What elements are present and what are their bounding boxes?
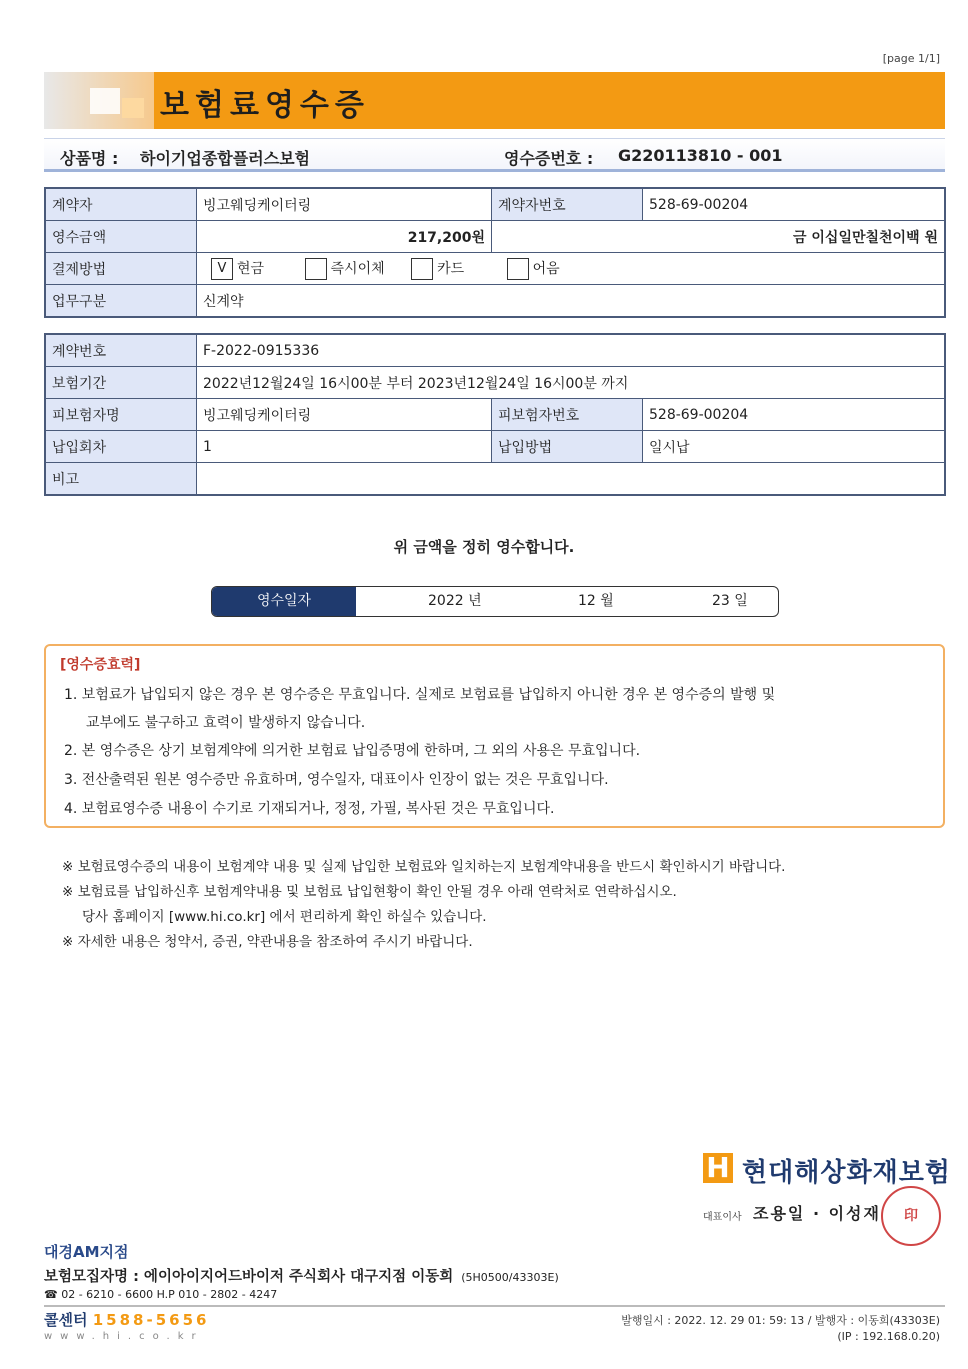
- business-type-value: 신계약: [197, 285, 946, 318]
- amount-label: 영수금액: [45, 221, 197, 253]
- amount-korean: 금 이십일만칠천이백 원: [492, 221, 946, 253]
- agent-code: (5H0500/43303E): [461, 1271, 559, 1284]
- product-label: 상품명 :: [60, 149, 119, 168]
- ip-info: (IP : 192.168.0.20): [837, 1330, 940, 1343]
- holder-no-label: 계약자번호: [492, 188, 643, 221]
- validity-line: 교부에도 불구하고 효력이 발생하지 않습니다.: [86, 715, 366, 731]
- validity-line: 1. 보험료가 납입되지 않은 경우 본 영수증은 무효입니다. 실제로 보험료를 납입하지 아니한 경우 본 영수증의 발행 및: [64, 687, 776, 703]
- payment-option-label: 카드: [437, 260, 465, 277]
- insured-value: 빙고웨딩케이터링: [197, 399, 492, 431]
- validity-line: 4. 보험료영수증 내용이 수기로 기재되거나, 정정, 가필, 복사된 것은 무효입니다.: [64, 801, 555, 817]
- agent-name: 보험모집자명 : 에이아이지어드바이저 주식회사 대구지점 이동희: [44, 1269, 454, 1285]
- payment-options: [197, 253, 946, 285]
- payment-label: 결제방법: [45, 253, 197, 285]
- payment-checkbox-cash: V: [211, 258, 233, 280]
- receipt-date-bar: [211, 586, 779, 617]
- amount-value: 217,200원: [197, 221, 492, 253]
- banner-square: [90, 88, 120, 114]
- ceo-label: 대표이사: [703, 1212, 742, 1223]
- period-value: 2022년12월24일 16시00분 부터 2023년12월24일 16시00분 까지: [197, 367, 946, 399]
- note-line: 당사 홈페이지 [www.hi.co.kr] 에서 편리하게 확인 하실수 있습니다.: [82, 909, 487, 925]
- payment-count-label: 납입회차: [45, 431, 197, 463]
- contract-table: [44, 187, 946, 318]
- branch-name: 대경AM지점: [44, 1243, 129, 1261]
- footer-divider: [44, 1305, 945, 1307]
- payment-checkbox-note: [507, 258, 529, 280]
- website: www.hi.co.kr: [44, 1331, 204, 1342]
- receipt-date-label: 영수일자: [212, 587, 356, 616]
- validity-title: [영수증효력]: [60, 657, 141, 673]
- page-title: 보험료영수증: [160, 88, 370, 123]
- policy-table: [44, 333, 946, 496]
- remark-value: [197, 463, 946, 496]
- company-name: 현대해상화재보험: [742, 1158, 951, 1188]
- holder-label: 계약자: [45, 188, 197, 221]
- receipt-year: 2022 년: [428, 593, 482, 609]
- payment-option-label: 어음: [532, 260, 560, 277]
- phone-numbers: ☎ 02 - 6210 - 6600 H.P 010 - 2802 - 4247: [44, 1288, 278, 1301]
- call-center-number: 1588-5656: [92, 1311, 210, 1329]
- policy-no-value: F-2022-0915336: [197, 334, 946, 367]
- receipt-no: G220113810 - 001: [618, 146, 783, 165]
- insured-no-value: 528-69-00204: [643, 399, 946, 431]
- receipt-day: 23 일: [712, 593, 748, 609]
- validity-line: 3. 전산출력된 원본 영수증만 유효하며, 영수일자, 대표이사 인장이 없는 것은 무효입니다.: [64, 772, 609, 788]
- payment-method-value: 일시납: [643, 431, 946, 463]
- receipt-month: 12 월: [578, 593, 614, 609]
- note-line: ※ 자세한 내용은 청약서, 증권, 약관내용을 참조하여 주시기 바랍니다.: [62, 934, 473, 950]
- remark-label: 비고: [45, 463, 197, 496]
- policy-no-label: 계약번호: [45, 334, 197, 367]
- agent-info: [44, 1265, 559, 1286]
- call-center-label: 콜센터: [44, 1311, 88, 1329]
- insured-label: 피보험자명: [45, 399, 197, 431]
- payment-method-label: 납입방법: [492, 431, 643, 463]
- validity-line: 2. 본 영수증은 상기 보험계약에 의거한 보험료 납입증명에 한하며, 그 외의 사용은 무효입니다.: [64, 743, 641, 759]
- banner-square: [122, 98, 144, 118]
- receipt-no-label: 영수증번호 :: [504, 149, 594, 168]
- period-label: 보험기간: [45, 367, 197, 399]
- payment-option-label: 현금: [237, 260, 265, 277]
- insured-no-label: 피보험자번호: [492, 399, 643, 431]
- ceo-names: 조용일 · 이성재: [753, 1204, 881, 1223]
- holder-no-value: 528-69-00204: [643, 188, 946, 221]
- holder-value: 빙고웨딩케이터링: [197, 188, 492, 221]
- business-type-label: 업무구분: [45, 285, 197, 318]
- note-line: ※ 보험료영수증의 내용이 보험계약 내용 및 실제 납입한 보험료와 일치하는지 보험계약내용을 반드시 확인하시기 바랍니다.: [62, 859, 786, 875]
- payment-checkbox-transfer: [305, 258, 327, 280]
- product-bar: [44, 138, 945, 172]
- company-seal-icon: 印: [881, 1186, 941, 1246]
- payment-option-label: 즉시이체: [330, 260, 385, 277]
- product-name: 하이기업종합플러스보험: [140, 149, 311, 168]
- issue-info: 발행일시 : 2022. 12. 29 01: 59: 13 / 발행자 : 이동희(43303E): [621, 1314, 940, 1327]
- note-line: ※ 보험료를 납입하신후 보험계약내용 및 보험료 납입현황이 확인 안될 경우 아래 연락처로 연락하십시오.: [62, 884, 677, 900]
- company-logo-icon: H: [703, 1153, 733, 1183]
- payment-checkbox-card: [411, 258, 433, 280]
- payment-count-value: 1: [197, 431, 492, 463]
- confirm-text: 위 금액을 정히 영수합니다.: [393, 538, 575, 556]
- call-center: [44, 1309, 209, 1330]
- page-number: [page 1/1]: [882, 52, 940, 65]
